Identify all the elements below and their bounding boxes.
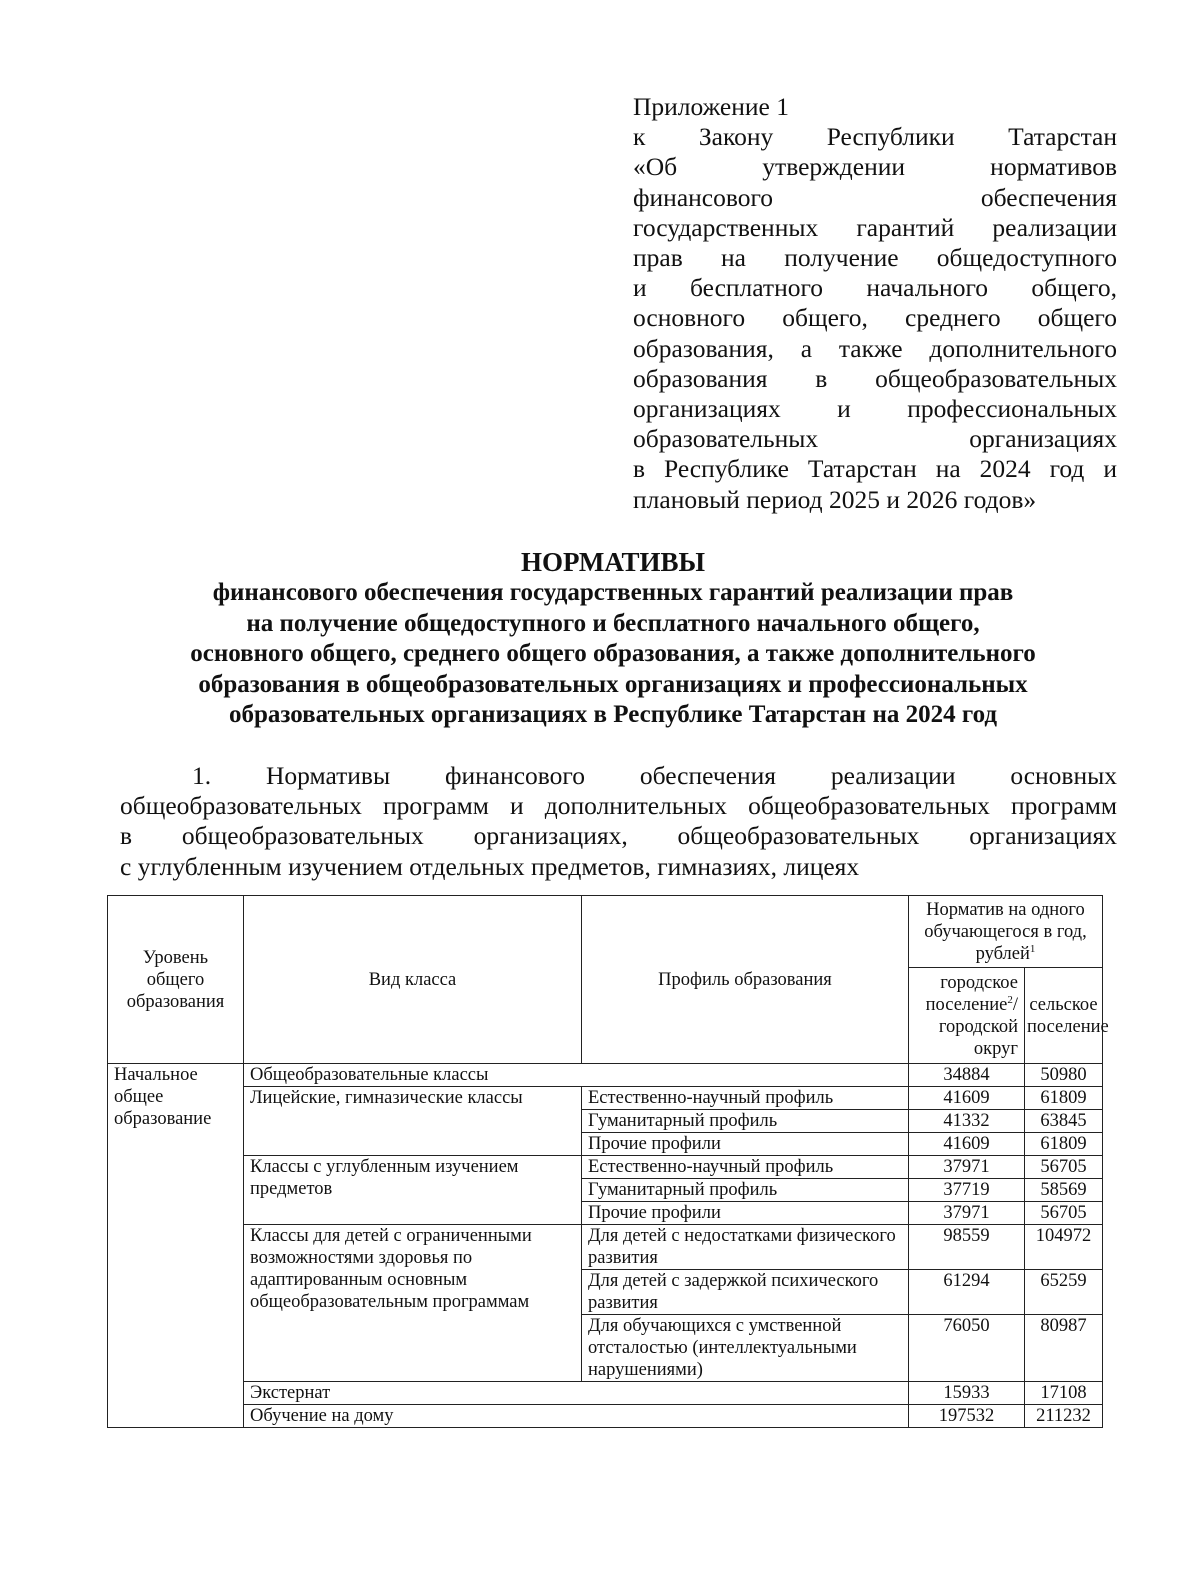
appendix-line: в Республике Татарстан на 2024 год и [633,454,1117,484]
class-type-cell: Классы с углубленным изучением предметов [244,1156,582,1225]
profile-cell: Прочие профили [582,1202,909,1225]
urban-value: 34884 [909,1064,1025,1087]
header-profile: Профиль образования [582,896,909,1064]
rural-value: 50980 [1025,1064,1103,1087]
profile-cell: Гуманитарный профиль [582,1110,909,1133]
table-row [108,1156,1103,1179]
appendix-line: и бесплатного начального общего, [633,273,1117,303]
title-sub-line: образования в общеобразовательных организациях и профессиональных [198,670,1028,698]
title-sub-line: финансового обеспечения государственных гарантий реализации прав [212,579,1014,606]
appendix-line: «Об утверждении нормативов [633,152,1117,182]
class-type-cell: Классы для детей с ограниченными возможностями здоровья по адаптированным основным общеобразовательным программам [244,1225,582,1382]
class-type-cell: Экстернат [244,1382,909,1405]
intro-line: в общеобразовательных организациях, общеобразовательных организациях [120,821,1117,851]
rural-value: 56705 [1025,1202,1103,1225]
rural-value: 17108 [1025,1382,1103,1405]
appendix-line: Приложение 1 [633,92,789,121]
urban-value: 98559 [909,1225,1025,1270]
profile-cell: Для детей с недостатками физического развития [582,1225,909,1270]
profile-cell: Для детей с задержкой психического развития [582,1270,909,1315]
class-type-cell: Обучение на дому [244,1405,909,1428]
header-level: Уровень общего образования [108,896,244,1064]
urban-value: 76050 [909,1315,1025,1382]
title-sub-line: основного общего, среднего общего образования, а также дополнительного [190,640,1036,668]
class-type-cell: Лицейские, гимназические классы [244,1087,582,1156]
document-title [108,546,1118,731]
appendix-line: основного общего, среднего общего [633,303,1117,333]
table-row [108,1225,1103,1270]
table-header-row [108,896,1103,968]
appendix-line: образования, а также дополнительного [633,333,1117,363]
rural-value: 61809 [1025,1087,1103,1110]
level-cell: Начальное общее образование [108,1064,244,1428]
appendix-line: образовательных организациях [633,424,1117,454]
class-type-cell: Общеобразовательные классы [244,1064,909,1087]
table-row [108,1087,1103,1110]
profile-cell: Для обучающихся с умственной отсталостью (интеллектуальными нарушениями) [582,1315,909,1382]
header-rural: сельское поселение [1025,968,1103,1064]
appendix-line: финансового обеспечения [633,182,1117,212]
rural-value: 56705 [1025,1156,1103,1179]
appendix-header [633,92,1117,515]
header-urban: городское поселение$^2$/ городской округ [909,968,1025,1064]
intro-line: с углубленным изучением отдельных предметов, гимназиях, лицеях [120,851,860,881]
rural-value: 65259 [1025,1270,1103,1315]
appendix-line: прав на получение общедоступного [633,243,1117,273]
profile-cell: Естественно-научный профиль [582,1156,909,1179]
title-main: НОРМАТИВЫ [520,547,706,577]
intro-line: 1. Нормативы финансового обеспечения реализации основных [192,761,1117,790]
urban-value: 41332 [909,1110,1025,1133]
rural-value: 58569 [1025,1179,1103,1202]
title-sub-line: на получение общедоступного и бесплатного начального общего, [246,609,980,637]
rural-value: 61809 [1025,1133,1103,1156]
table-row [108,1064,1103,1087]
urban-value: 15933 [909,1382,1025,1405]
intro-line: общеобразовательных программ и дополнительных общеобразовательных программ [120,791,1117,821]
profile-cell: Гуманитарный профиль [582,1179,909,1202]
urban-value: 41609 [909,1087,1025,1110]
appendix-line: государственных гарантий реализации [633,212,1117,242]
table-row [108,1382,1103,1405]
title-sub-line: образовательных организациях в Республике Татарстан на 2024 год [228,701,998,729]
header-class-type: Вид класса [244,896,582,1064]
urban-value: 37971 [909,1202,1025,1225]
profile-cell: Прочие профили [582,1133,909,1156]
profile-cell: Естественно-научный профиль [582,1087,909,1110]
intro-paragraph [120,761,1117,882]
appendix-line: плановый период 2025 и 2026 годов» [633,484,1037,514]
norms-table [107,895,1109,1428]
urban-value: 197532 [909,1405,1025,1428]
rural-value: 80987 [1025,1315,1103,1382]
urban-value: 37719 [909,1179,1025,1202]
header-norm: Норматив на одного обучающегося в год, рублей$^1$ [909,896,1103,968]
table-row [108,1405,1103,1428]
appendix-line: образования в общеобразовательных [633,363,1117,393]
urban-value: 37971 [909,1156,1025,1179]
urban-value: 61294 [909,1270,1025,1315]
rural-value: 63845 [1025,1110,1103,1133]
appendix-line: к Закону Республики Татарстан [633,122,1117,152]
appendix-line: организациях и профессиональных [633,394,1117,424]
urban-value: 41609 [909,1133,1025,1156]
rural-value: 104972 [1025,1225,1103,1270]
rural-value: 211232 [1025,1405,1103,1428]
